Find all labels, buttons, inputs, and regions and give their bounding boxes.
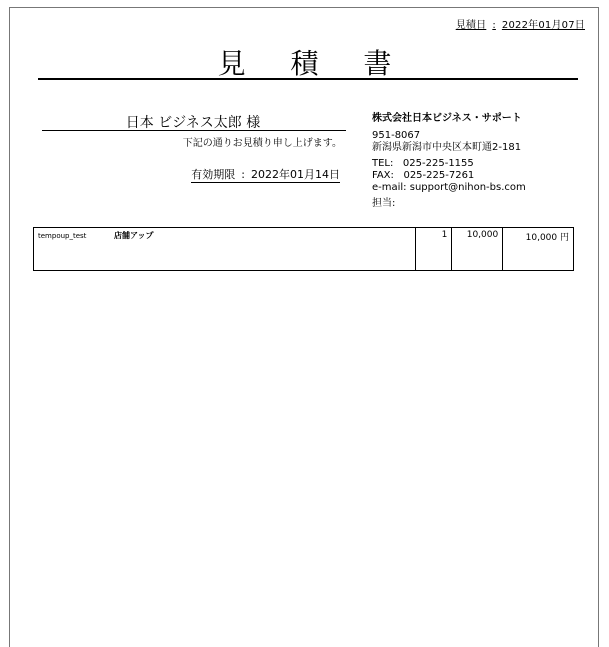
estimate-notice: 下記の通りお見積り申し上げます。 [182, 138, 342, 149]
item-description-cell [34, 228, 416, 271]
estimate-date-label: 見積日 [455, 20, 487, 31]
document-title: 見 積 書 [217, 47, 410, 80]
item-amount: 10,000 円 [503, 228, 574, 271]
company-info [372, 113, 526, 210]
company-staff: 担当: [372, 198, 396, 209]
tel-value: 025-225-1155 [402, 158, 474, 169]
item-name: 店舗アップ [114, 231, 154, 240]
validity-value: 2022年01月14日 [251, 168, 340, 181]
table-row [34, 228, 574, 271]
email-label: e-mail: [372, 182, 407, 193]
item-unit-price: 10,000 [452, 228, 503, 271]
estimate-date-separator: : [492, 20, 496, 31]
company-postal: 951-8067 [372, 130, 421, 141]
tel-label: TEL: [372, 158, 394, 169]
customer-underline [42, 130, 346, 131]
item-quantity: 1 [415, 228, 452, 271]
validity-period [42, 166, 340, 182]
line-items-table [33, 227, 574, 271]
validity-label: 有効期限 [191, 168, 236, 181]
title-underline [38, 78, 578, 80]
company-fax [372, 170, 526, 182]
fax-label: FAX: [372, 170, 394, 181]
validity-separator: : [241, 168, 245, 181]
estimate-date [456, 16, 585, 31]
company-address: 新潟県新潟市中央区本町通2-181 [372, 142, 522, 153]
customer-name: 日本 ビジネス太郎 様 [125, 115, 261, 131]
page-frame [9, 7, 599, 647]
company-name: 株式会社日本ビジネス・サポート [372, 113, 522, 124]
item-code: tempoup_test [38, 232, 87, 240]
fax-value: 025-225-7261 [403, 170, 475, 181]
estimate-date-value: 2022年01月07日 [501, 20, 585, 31]
email-value: support@nihon-bs.com [409, 182, 526, 193]
company-tel [372, 158, 526, 170]
company-email [372, 182, 526, 194]
